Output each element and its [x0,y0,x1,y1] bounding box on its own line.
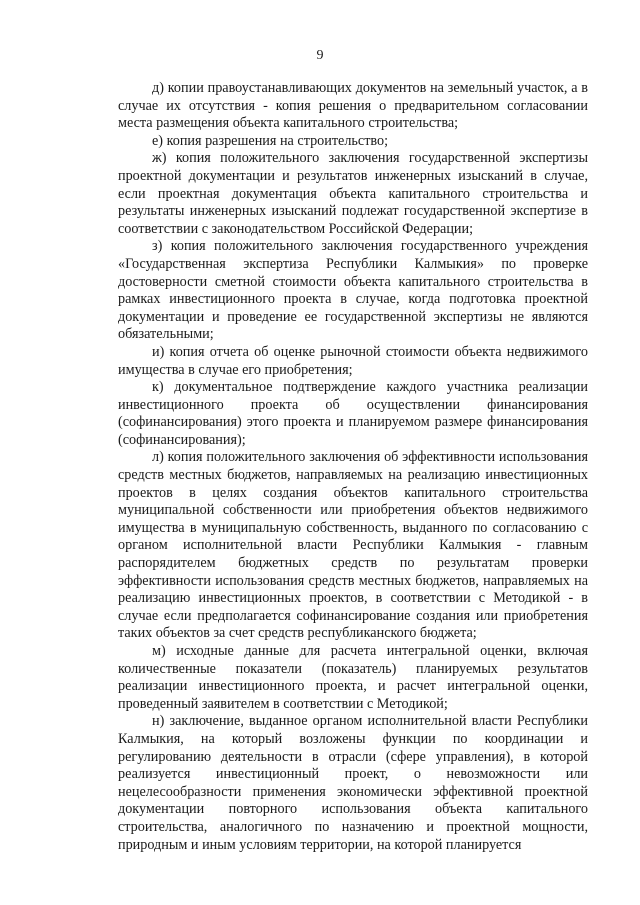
paragraph-k-financing-confirmation: к) документальное подтверждение каждого участника реализации инвестиционного проекта об осуществлении финансирования (софинансирования) этого проекта и планируемом размере финансирования (софинансирования); [118,379,588,448]
paragraph-m-integral-assessment: м) исходные данные для расчета интегральной оценки, включая количественные показатели (показатель) планируемых результатов реализации инвестиционного проекта, и расчет интегральной оценки, проведенный заявителем в соответствии с Методикой; [118,643,588,712]
document-body [118,80,588,854]
paragraph-n-authority-conclusion: н) заключение, выданное органом исполнительной власти Республики Калмыкия, на который возложены функции по координации и регулированию деятельности в отрасли (сфере управления), в которой реализуется инвестиционный проект, о невозможности или нецелесообразности применения экономически эффективной проектной документации повторного использования объекта капитального строительства, аналогичного по назначению и проектной мощности, природным и иным условиям территории, на которой планируется [118,713,588,853]
paragraph-z-cost-verification: з) копия положительного заключения государственного учреждения «Государственная экспертиза Республики Калмыкия» по проверке достоверности сметной стоимости объекта капитального строительства в рамках инвестиционного проекта в случае, когда подготовка проектной документации и проведение ее государственной экспертизы не являются обязательными; [118,238,588,343]
paragraph-e-building-permit: е) копия разрешения на строительство; [152,132,389,149]
paragraph-l-efficiency-conclusion: л) копия положительного заключения об эффективности использования средств местных бюджетов, направляемых на реализацию инвестиционных проектов в целях создания объектов капитального строительства муниципальной собственности или приобретения объектов недвижимого имущества в муниципальную собственность, выданного по согласованию с органом исполнительной власти Республики Калмыкия - главным распорядителем бюджетных средств по результатам проверки эффективности использования средств местных бюджетов, направляемых на реализацию инвестиционных проектов, в соответствии с Методикой - в случае если предполагается софинансирование создания или приобретения таких объектов за счет средств республиканского бюджета; [118,449,588,642]
paragraph-i-valuation-report: и) копия отчета об оценке рыночной стоимости объекта недвижимого имущества в случае его приобретения; [118,343,588,378]
paragraph-zh-state-expertise: ж) копия положительного заключения государственной экспертизы проектной документации и результатов инженерных изысканий в случае, если проектная документация объекта капитального строительства и результаты инженерных изысканий подлежат государственной экспертизе в соответствии с законодательством Российской Федерации; [118,150,588,237]
page-number: 9 [316,48,324,63]
paragraph-d-land-documents: д) копии правоустанавливающих документов на земельный участок, а в случае их отсутствия - копия решения о предварительном согласовании места размещения объекта капитального строительства; [118,80,588,132]
